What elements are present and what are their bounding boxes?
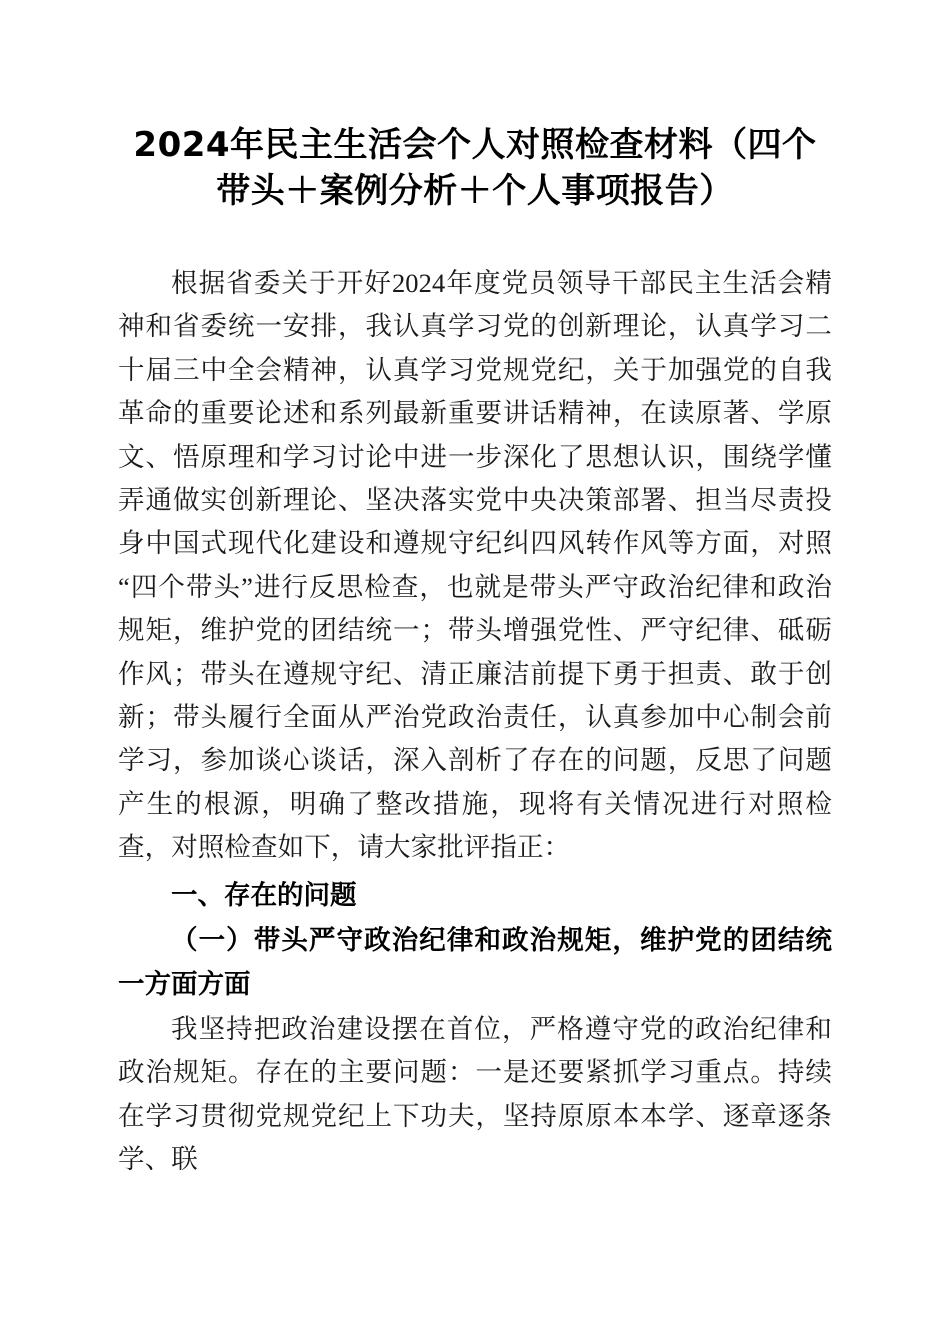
page-title: 2024年民主生活会个人对照检查材料（四个带头＋案例分析＋个人事项报告） bbox=[133, 125, 817, 211]
opening-paragraph: 根据省委关于开好2024年度党员领导干部民主生活会精神和省委统一安排，我认真学习党的创新理论，认真学习二十届三中全会精神，认真学习党规党纪，关于加强党的自我革命的重要论述和系列最新重要讲话精神，在读原著、学原文、悟原理和学习讨论中进一步深化了思想认识，围绕学懂弄通做实创新理论、坚决落实党中央决策部署、担当尽责投身中国式现代化建设和遵规守纪纠四风转作风等方面，对照“四个带头”进行反思检查，也就是带头严守政治纪律和政治规矩，维护党的团结统一；带头增强党性、严守纪律、砥砺作风；带头在遵规守纪、清正廉洁前提下勇于担责、敢于创新；带头履行全面从严治党政治责任，认真参加中心制会前学习，参加谈心谈话，深入剖析了存在的问题，反思了问题产生的根源，明确了整改措施，现将有关情况进行对照检查，对照检查如下，请大家批评指正： bbox=[118, 268, 832, 863]
subsection-heading-political-discipline: （一）带头严守政治纪律和政治规矩，维护党的团结统一方面方面 bbox=[118, 925, 832, 999]
document-content-column bbox=[118, 0, 832, 1182]
section-heading-existing-problems: 一、存在的问题 bbox=[171, 879, 357, 911]
subsection-body-paragraph: 我坚持把政治建设摆在首位，严格遵守党的政治纪律和政治规矩。存在的主要问题：一是还要紧抓学习重点。持续在学习贯彻党规党纪上下功夫，坚持原原本本学、逐章逐条学、联 bbox=[118, 1013, 832, 1175]
